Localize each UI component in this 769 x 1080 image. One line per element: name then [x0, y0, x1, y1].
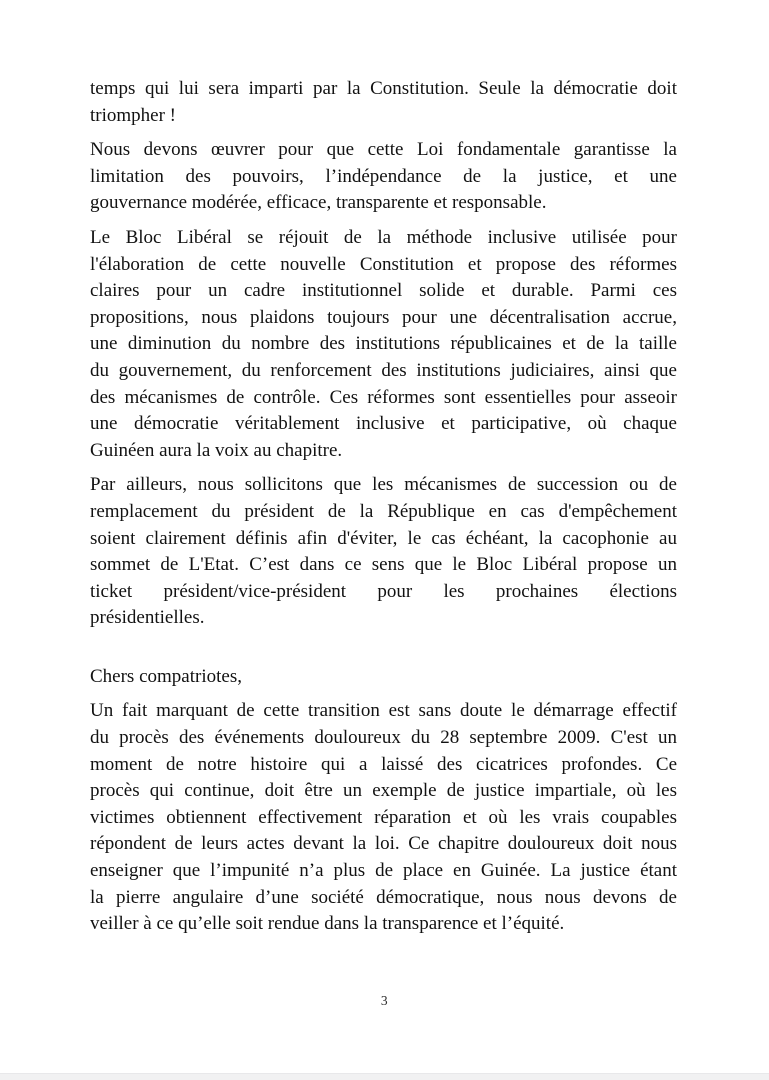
paragraph — [90, 472, 677, 632]
text-line: Un fait marquant de cette transition est sans doute le démarrage effectif — [90, 700, 677, 722]
text-line: du procès des événements douloureux du 28 septembre 2009. C'est un — [90, 727, 677, 749]
text-line: procès qui continue, doit être un exemple de justice impartiale, où les — [90, 780, 677, 802]
paragraph — [90, 698, 677, 937]
paragraph — [90, 225, 677, 464]
text-line: claires pour un cadre institutionnel solide et durable. Parmi ces — [90, 280, 677, 302]
text-line: moment de notre histoire qui a laissé des cicatrices profondes. Ce — [90, 753, 677, 775]
text-line: une démocratie véritablement inclusive et participative, où chaque — [90, 413, 677, 435]
paragraph — [90, 76, 677, 129]
text-line: du gouvernement, du renforcement des institutions judiciaires, ainsi que — [90, 359, 677, 381]
text-line: Le Bloc Libéral se réjouit de la méthode inclusive utilisée pour — [90, 226, 677, 248]
text-line: ticket président/vice-président pour les prochaines élections — [90, 580, 677, 602]
page-number: 3 — [380, 993, 389, 1008]
text-line: la pierre angulaire d’une société démocratique, nous nous devons de — [90, 886, 677, 908]
text-line: gouvernance modérée, efficace, transparente et responsable. — [90, 192, 547, 214]
text-line: propositions, nous plaidons toujours pour une décentralisation accrue, — [90, 306, 677, 328]
text-line: des mécanismes de contrôle. Ces réformes sont essentielles pour asseoir — [90, 386, 677, 408]
text-line: veiller à ce qu’elle soit rendue dans la transparence et l’équité. — [90, 913, 565, 935]
text-line: l'élaboration de cette nouvelle Constitution et propose des réformes — [90, 253, 677, 275]
text-line: enseigner que l’impunité n’a plus de place en Guinée. La justice étant — [90, 860, 677, 882]
paragraphs-container — [90, 76, 677, 946]
text-line: victimes obtiennent effectivement réparation et où les vrais coupables — [90, 806, 677, 828]
text-line: soient clairement définis afin d'éviter, le cas échéant, la cacophonie au — [90, 527, 677, 549]
text-line: triompher ! — [90, 104, 177, 126]
paragraph — [90, 664, 677, 691]
text-line: une diminution du nombre des institutions républicaines et de la taille — [90, 333, 677, 355]
text-line: Guinéen aura la voix au chapitre. — [90, 439, 343, 461]
text-line: temps qui lui sera imparti par la Constitution. Seule la démocratie doit — [90, 78, 677, 99]
text-line: présidentielles. — [90, 607, 205, 629]
text-line: répondent de leurs actes devant la loi. Ce chapitre douloureux doit nous — [90, 833, 677, 855]
text-line: remplacement du président de la République en cas d'empêchement — [90, 500, 677, 522]
paragraph — [90, 137, 677, 217]
viewer-bottom-edge — [0, 1073, 769, 1080]
text-line: sommet de L'Etat. C’est dans ce sens que le Bloc Libéral propose un — [90, 554, 677, 576]
text-line: Par ailleurs, nous sollicitons que les mécanismes de succession ou de — [90, 474, 677, 496]
text-line: Nous devons œuvrer pour que cette Loi fondamentale garantisse la — [90, 139, 677, 161]
text-line: limitation des pouvoirs, l’indépendance de la justice, et une — [90, 165, 677, 187]
text-line: Chers compatriotes, — [90, 665, 242, 687]
